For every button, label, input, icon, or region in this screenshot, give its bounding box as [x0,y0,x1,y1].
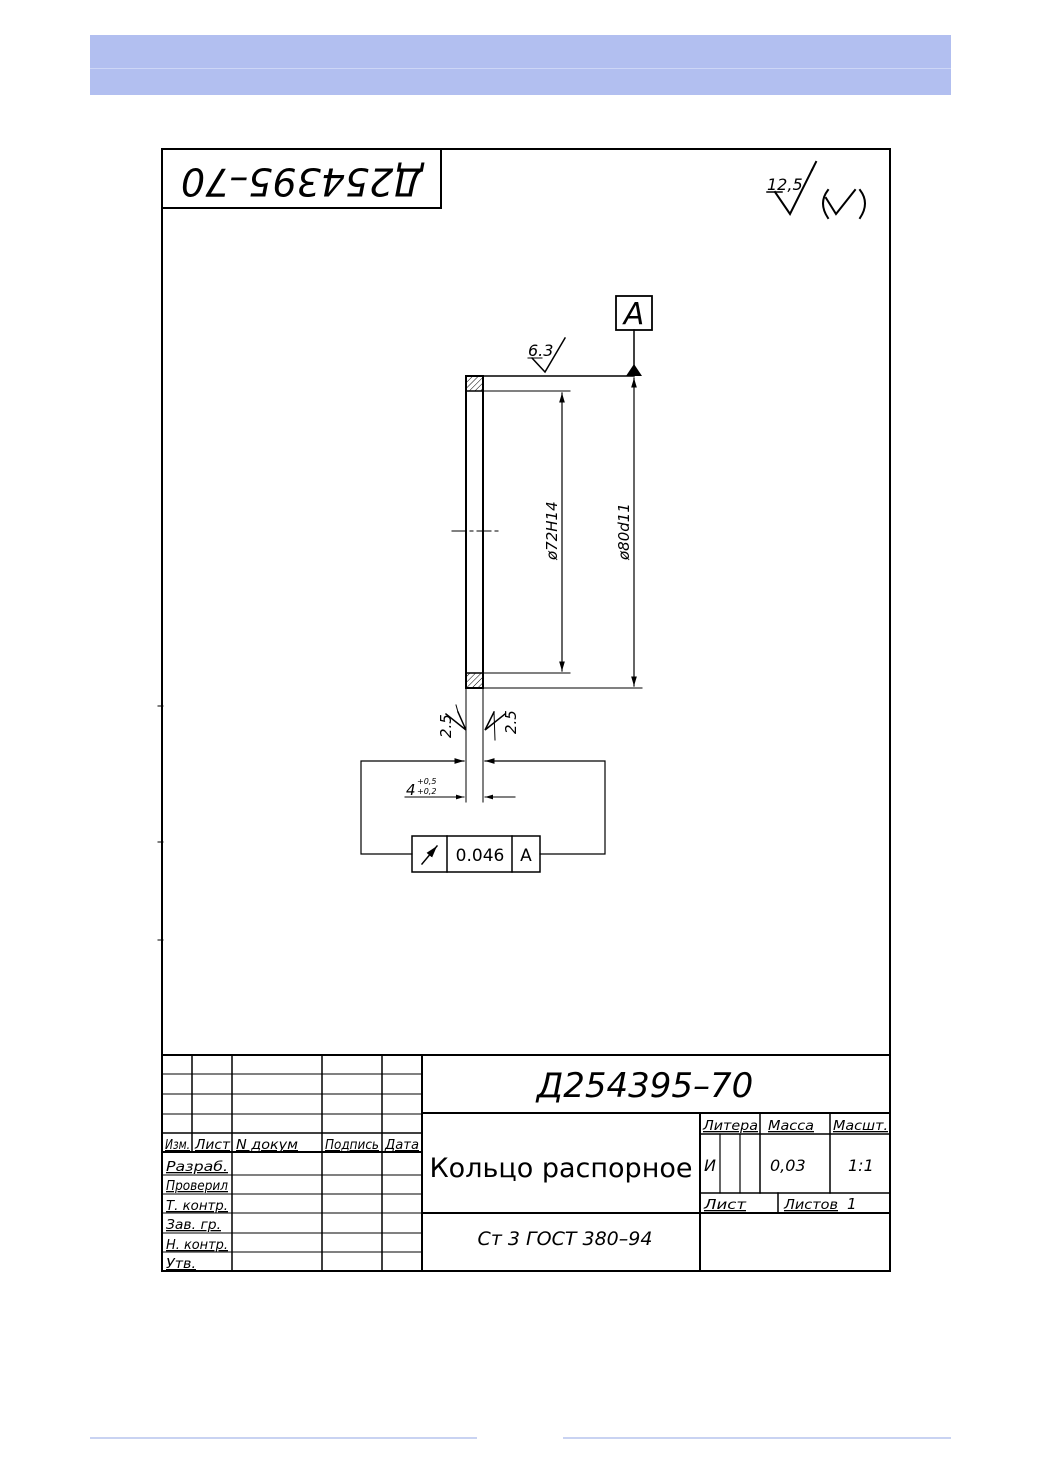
masshtab-value: 1:1 [848,1156,874,1175]
dim-thickness-tol-upper: +0,5 [417,777,437,786]
row-n-kontr: Н. контр. [166,1238,228,1253]
dim-inner-diameter: ø72H14 [543,501,561,560]
row-utv: Утв. [166,1257,196,1272]
drawing-frame [162,149,890,1271]
tolerance-datum: A [520,846,532,866]
ring-section [466,376,483,688]
massa-label: Масса [768,1119,815,1134]
general-roughness-value: 12,5 [767,175,803,194]
section-hatch-top [467,377,482,391]
title-designation: Д254395–70 [536,1066,754,1106]
tolerance-value: 0.046 [455,846,505,866]
row-proveril: Проверил [166,1179,228,1194]
row-t-kontr: Т. контр. [166,1199,228,1214]
dim-outer-diameter: ø80d11 [615,503,633,560]
massa-value: 0,03 [770,1156,806,1175]
roughness-right-value: 2.5 [502,710,520,734]
paren-check-icon [826,190,855,214]
datum-letter: A [623,297,645,332]
material: Ст 3 ГОСТ 380–94 [477,1228,653,1250]
masshtab-label: Масшт. [833,1119,888,1134]
header-list: Лист [193,1138,231,1153]
roughness-top-value: 6.3 [528,341,554,360]
header-podpis: Подпись [325,1138,379,1153]
listov-label: Листов [782,1198,838,1213]
row-razrab: Разраб. [166,1160,228,1175]
row-zav-gr: Зав. гр. [166,1218,221,1233]
roughness-left-value: 2.5 [437,714,455,738]
runout-leader-right [485,761,605,854]
header-n-dokum: N докум [236,1138,299,1153]
footer-line-right [563,1437,951,1439]
datum-triangle-icon [626,364,642,376]
listov-value: 1 [847,1195,857,1213]
litera-value: И [704,1156,716,1175]
list-label: Лист [702,1198,747,1213]
runout-icon [422,846,437,864]
part-name: Кольцо распорное [429,1153,693,1184]
dim-thickness: 4 [406,781,416,799]
section-hatch-bottom [467,673,482,687]
inverted-designation: Д254395–70 [180,159,424,204]
dim-thickness-tol-lower: +0,2 [417,787,437,796]
header-izm: Изм. [165,1138,190,1153]
footer-line-left [90,1437,477,1439]
header-data: Дата [383,1138,420,1153]
litera-label: Литера [701,1119,759,1134]
